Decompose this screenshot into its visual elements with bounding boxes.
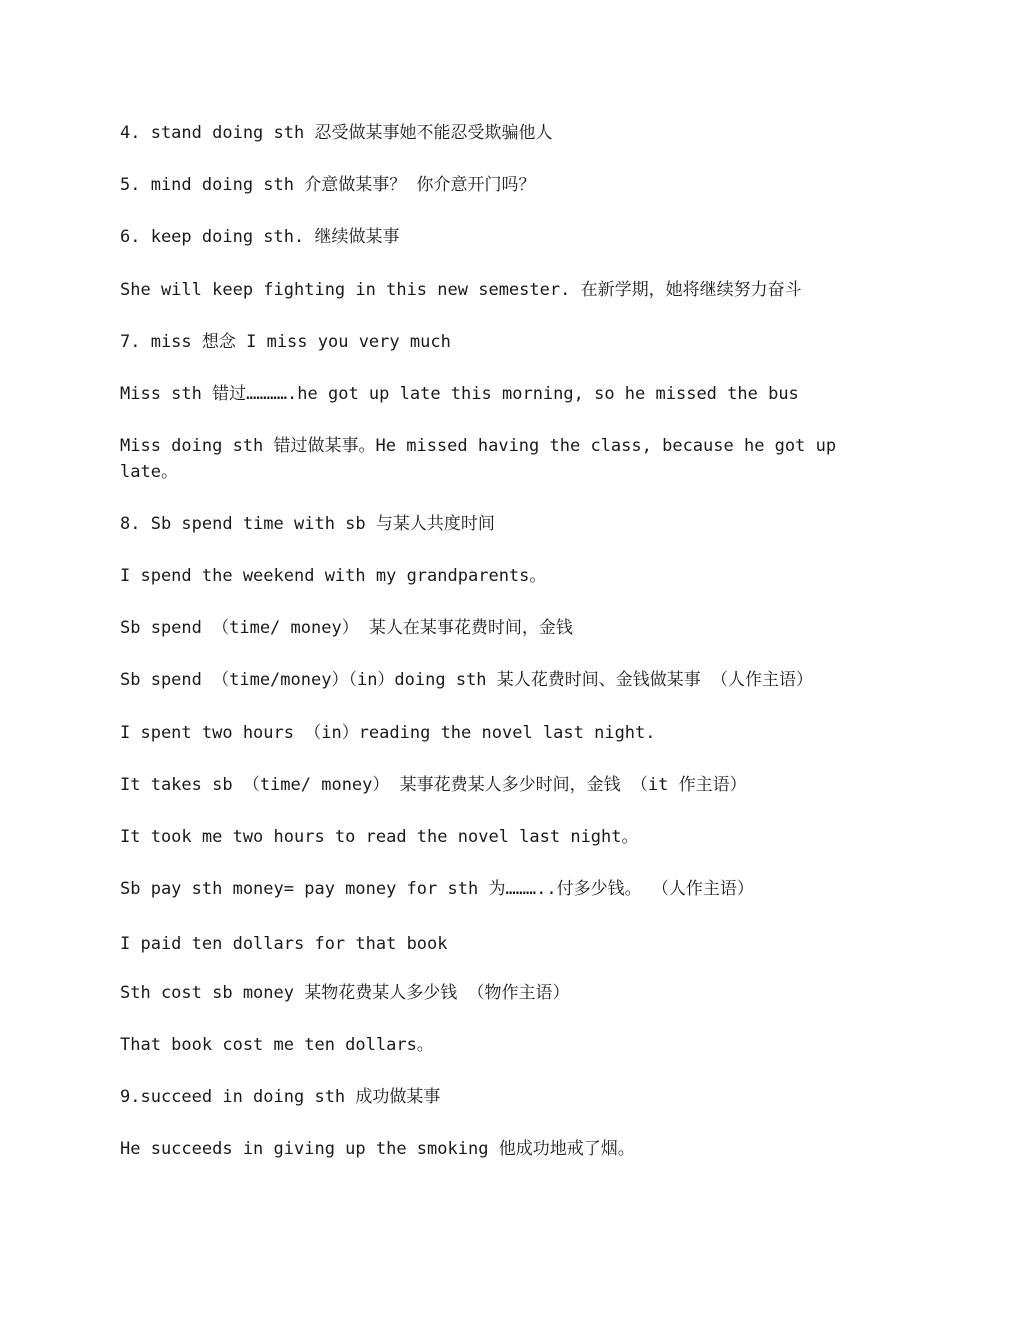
text-line: 7. miss 想念 I miss you very much	[120, 332, 451, 352]
text-line: I paid ten dollars for that book	[120, 934, 448, 954]
text-line: It took me two hours to read the novel last night。	[120, 827, 639, 847]
text-line: It takes sb （time/ money） 某事花费某人多少时间，金钱 （it 作主语）	[120, 775, 747, 795]
text-line: 5. mind doing sth 介意做某事？ 你介意开门吗？	[120, 175, 536, 195]
text-line: I spent two hours （in）reading the novel last night.	[120, 723, 656, 743]
text-line: 9.succeed in doing sth 成功做某事	[120, 1087, 441, 1107]
text-line: Miss sth 错过………….he got up late this morning, so he missed the bus	[120, 384, 799, 404]
text-line: That book cost me ten dollars。	[120, 1035, 434, 1055]
text-line: Miss doing sth 错过做某事。He missed having the class, because he got up late。	[120, 436, 847, 482]
text-line: Sb spend （time/ money） 某人在某事花费时间，金钱	[120, 618, 573, 638]
text-line: 6. keep doing sth. 继续做某事	[120, 227, 400, 247]
text-line: 8. Sb spend time with sb 与某人共度时间	[120, 514, 495, 534]
text-line: Sb pay sth money= pay money for sth 为………..付多少钱。 （人作主语）	[120, 879, 754, 899]
text-line: He succeeds in giving up the smoking 他成功地戒了烟。	[120, 1139, 635, 1159]
text-line: Sth cost sb money 某物花费某人多少钱 （物作主语）	[120, 983, 570, 1003]
text-line: She will keep fighting in this new semester. 在新学期，她将继续努力奋斗	[120, 280, 802, 300]
text-line: I spend the weekend with my grandparents。	[120, 566, 547, 586]
text-line: 4. stand doing sth 忍受做某事她不能忍受欺骗他人	[120, 123, 553, 143]
text-line: Sb spend （time/money）（in）doing sth 某人花费时间、金钱做某事 （人作主语）	[120, 670, 814, 690]
